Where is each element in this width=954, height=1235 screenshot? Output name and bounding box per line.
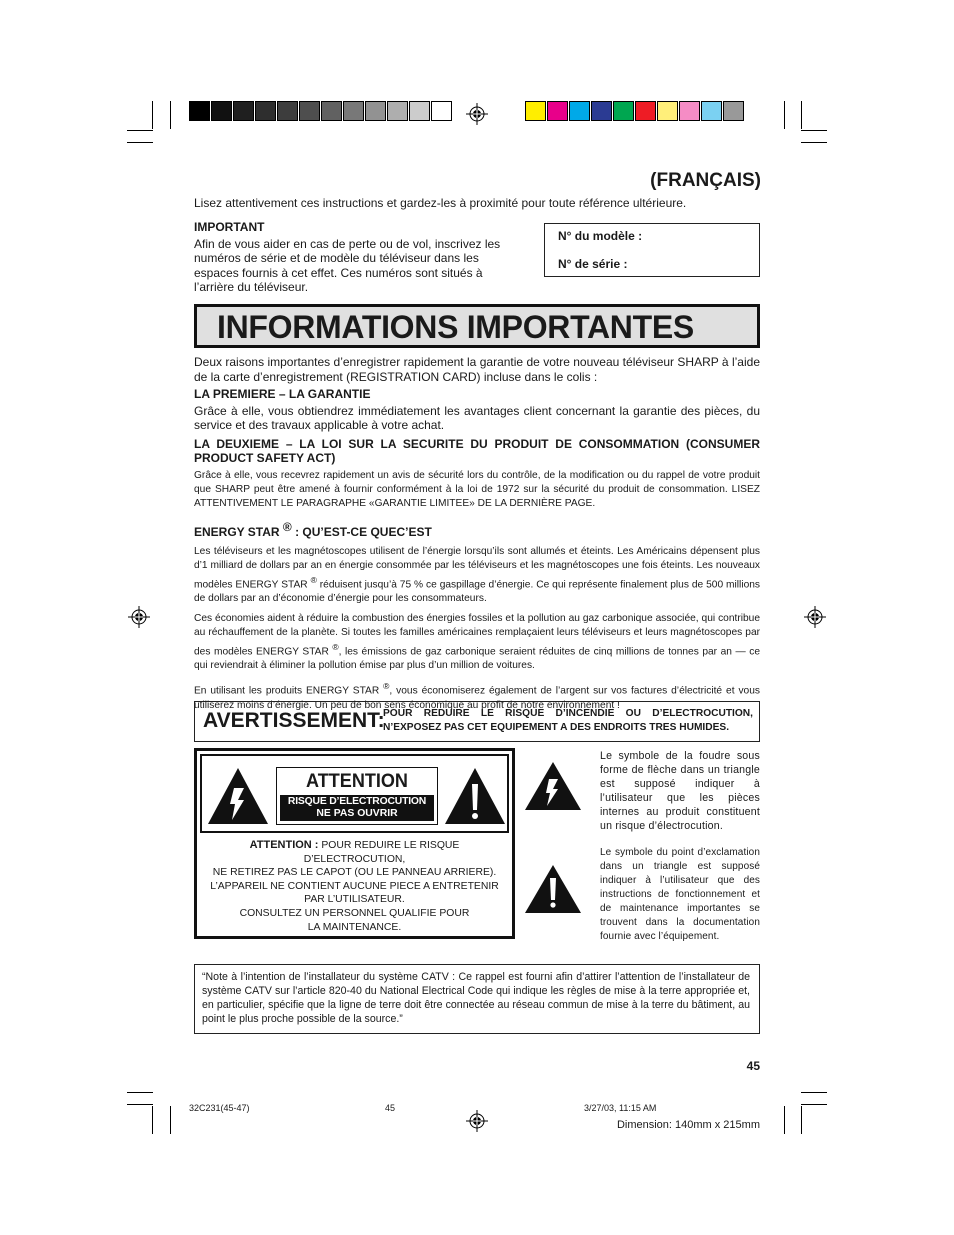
- caution-sub1: RISQUE D’ELECTROCUTION: [287, 796, 427, 807]
- serial-number-label: N° de série :: [558, 257, 628, 271]
- greyscale-swatch: [365, 101, 386, 121]
- lightning-explanation: Le symbole de la foudre sous forme de flèche dans un triangle est supposé indiquer à l’utilisateur que les pièces internes au produit constituent un risque d’électrocution.: [600, 750, 760, 832]
- lightning-triangle-icon: [206, 766, 270, 826]
- process-color-swatch: [591, 101, 612, 121]
- page-title: INFORMATIONS IMPORTANTES: [217, 309, 694, 345]
- language-heading: (FRANÇAIS): [650, 170, 761, 191]
- process-color-swatch: [701, 101, 722, 121]
- greyscale-swatch: [431, 101, 452, 121]
- caution-title: ATTENTION: [306, 771, 408, 792]
- process-color-swatch: [679, 101, 700, 121]
- warranty-heading: LA PREMIERE – LA GARANTIE: [194, 387, 371, 401]
- warranty-text: Grâce à elle, vous obtiendrez immédiatement les avantages client concernant la garantie des pièces, du service et des travaux applicable à votre achat.: [194, 403, 760, 432]
- slug-page: 45: [385, 1103, 396, 1113]
- greyscale-swatch: [189, 101, 210, 121]
- registration-mark-icon: [466, 1110, 488, 1132]
- greyscale-swatch: [211, 101, 232, 121]
- caution-text-label: ATTENTION :: [249, 839, 319, 851]
- process-color-swatch: [525, 101, 546, 121]
- intro-text: Lisez attentivement ces instructions et gardez-les à proximité pour toute référence ultérieure.: [194, 196, 687, 210]
- warning-box: [194, 701, 760, 742]
- timestamp: 3/27/03, 11:15 AM: [584, 1103, 657, 1113]
- greyscale-swatch: [299, 101, 320, 121]
- caution-plate: [276, 767, 438, 825]
- registration-mark-icon: [466, 103, 488, 125]
- exclamation-triangle-icon: [443, 766, 507, 826]
- registration-intro: Deux raisons importantes d’enregistrer rapidement la garantie de votre nouveau téléviseur SHARP à l’aide de la carte d’enregistrement (REGISTRATION CARD) incluse dans le colis :: [194, 355, 760, 384]
- model-number-label: N° du modèle :: [558, 229, 643, 243]
- process-color-swatch: [569, 101, 590, 121]
- dimension-text: Dimension: 140mm x 215mm: [616, 1119, 760, 1131]
- energy-star-section: [194, 520, 760, 713]
- process-color-swatch: [547, 101, 568, 121]
- registration-section: [194, 355, 760, 511]
- catv-note: “Note à l’intention de l’installateur du système CATV : Ce rappel est fourni afin d’attirer l’attention de l’installateur de système CATV sur l’article 820-40 du National Electrical Code qui indique les règles de mise à la terre appropriée et, en particulier, spécifie que la ligne de terre doit être connectée au réseau commun de mise à la terre du bâtiment, au point le plus proche possible de la source.”: [202, 971, 750, 1025]
- energy-star-heading: ENERGY STAR ® : QU’EST-CE QUEC’EST: [194, 520, 432, 539]
- important-text: Afin de vous aider en cas de perte ou de vol, inscrivez les numéros de série et de modèle du téléviseur dans les espaces fournis à cet effet. Ces numéros sont situés à l’arrière du téléviseur.: [194, 236, 501, 294]
- important-heading: IMPORTANT: [194, 220, 265, 234]
- exclamation-triangle-icon: [524, 864, 582, 914]
- lightning-triangle-icon: [524, 761, 582, 811]
- process-color-swatch: [657, 101, 678, 121]
- greyscale-swatch: [387, 101, 408, 121]
- file-name: 32C231(45-47): [189, 1103, 250, 1113]
- caution-warning-band: [280, 795, 434, 821]
- serial-number-box: [544, 223, 760, 277]
- caution-sub2: NE PAS OUVRIR: [316, 808, 398, 819]
- process-color-swatch: [723, 101, 744, 121]
- warning-title: AVERTISSEMENT:: [203, 709, 385, 732]
- greyscale-swatch: [277, 101, 298, 121]
- page-number: 45: [746, 1059, 760, 1073]
- greyscale-swatch: [409, 101, 430, 121]
- exclamation-explanation: Le symbole du point d’exclamation dans un triangle est supposé indiquer à l’utilisateur que des instructions de fonctionnement et de maintenance importantes se trouvent dans la documentation fournie avec l’équipement.: [600, 847, 760, 942]
- process-color-swatch: [613, 101, 634, 121]
- energy-star-paragraph: Les téléviseurs et les magnétoscopes utilisent de l’énergie lorsqu’ils sont allumés et éteints. Les Américains dépensent plus d’1 milliard de dollars par an en énergie consommée par les téléviseurs et les magnétoscopes une fois éteints. Les nouveaux modèles ENERGY STAR ® réduisent jusqu’à 75 % ce gaspillage d’énergie. Ce qui représente finalement plus de 500 millions de dollars par an d’économie d’énergie pour les consommateurs.: [194, 545, 761, 604]
- registration-mark-icon: [128, 606, 150, 628]
- process-color-swatch: [635, 101, 656, 121]
- warning-text: POUR REDUIRE LE RISQUE D’INCENDIE OU D’ELECTROCUTION, N’EXPOSEZ PAS CET EQUIPEMENT A DES ENDROITS TRES HUMIDES.: [383, 708, 753, 733]
- catv-note-box: [194, 964, 760, 1034]
- greyscale-swatch: [255, 101, 276, 121]
- caution-graphic: [200, 754, 509, 833]
- greyscale-swatch: [233, 101, 254, 121]
- registration-mark-icon: [804, 606, 826, 628]
- energy-star-paragraph: En utilisant les produits ENERGY STAR ®, vous économiserez également de l’argent sur vos factures d’électricité et vous utiliserez moins d’énergie. Un peu de bon sens économique au profit de notre environnement !: [194, 681, 760, 711]
- important-section: [194, 220, 519, 295]
- greyscale-swatch: [321, 101, 342, 121]
- safety-act-text: Grâce à elle, vous recevrez rapidement un avis de sécurité lors du contrôle, de la modification ou du rappel de votre produit que SHARP peut être amené à fournir conformément à la loi de 1972 sur la sécurité du produit de consommation. LISEZ ATTENTIVEMENT LE PARAGRAPHE «GARANTIE LIMITEE» DE LA DERNIÈRE PAGE.: [194, 469, 760, 509]
- caution-label: [194, 748, 515, 939]
- safety-act-heading: LA DEUXIEME – LA LOI SUR LA SECURITE DU PRODUIT DE CONSOMMATION (CONSUMER PRODUCT SAFETY ACT): [194, 436, 760, 465]
- title-banner: [194, 304, 760, 348]
- energy-star-paragraph: Ces économies aident à réduire la combustion des énergies fossiles et la pollution au gaz carbonique associée, qui contribue au réchauffement de la planète. Si toutes les familles américaines remplaçaient leurs téléviseurs et leurs magnétoscopes par des modèles ENERGY STAR ®, les émissions de gaz carbonique seraient réduites de cinq millions de tonnes par an — ce qui reviendrait à éliminer la pollution émise par plus d’un million de voitures.: [194, 612, 760, 672]
- greyscale-swatch: [343, 101, 364, 121]
- caution-text: ATTENTION : POUR REDUIRE LE RISQUE D’ELECTROCUTION, NE RETIREZ PAS LE CAPOT (OU LE PANNEAU ARRIERE). L’APPAREIL NE CONTIENT AUCUNE PIECE A ENTRETENIR PAR L’UTILISATEUR. CONSULTEZ UN PERSONNEL QUALIFIE POUR LA MAINTENANCE.: [210, 839, 499, 933]
